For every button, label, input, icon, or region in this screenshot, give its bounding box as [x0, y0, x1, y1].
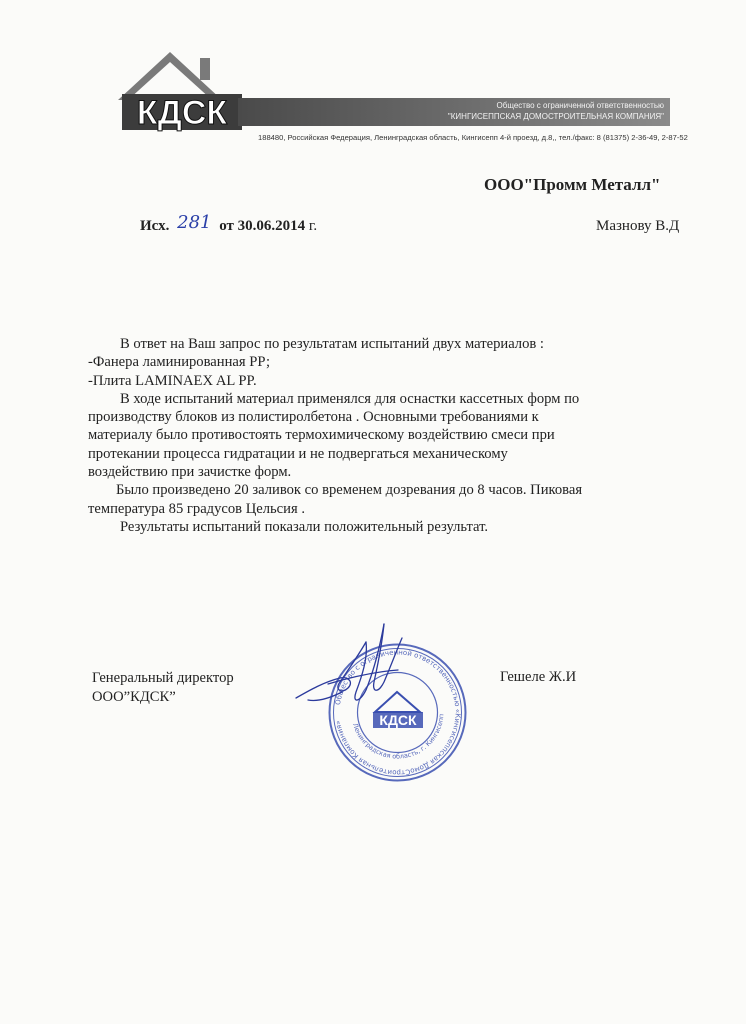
signer-title-line: Генеральный директор: [92, 670, 234, 686]
stamp-bottom-text: Ленинградская область, г. Кингисепп: [350, 713, 446, 761]
material-item: -Плита LAMINAEX AL PP.: [88, 372, 257, 389]
recipient-company: ООО"Промм Металл": [484, 175, 661, 194]
recipient-person: Мазнову В.Д: [596, 218, 680, 234]
ref-date-prefix: от: [219, 218, 234, 234]
body-line: воздействию при зачистке форм.: [88, 464, 292, 481]
org-line2: "КИНГИСЕППСКАЯ ДОМОСТРОИТЕЛЬНАЯ КОМПАНИЯ": [447, 112, 664, 121]
signer-title-line: ООО”КДСК”: [92, 689, 176, 705]
handwritten-signature: [288, 612, 448, 732]
letterhead-bar: [238, 98, 670, 126]
body-line: температура 85 градусов Цельсия .: [88, 500, 305, 517]
signer-name: Гешеле Ж.И: [500, 669, 577, 685]
conclusion-paragraph: Результаты испытаний показали положительный результат.: [120, 518, 489, 535]
body-line: В ходе испытаний материал применялся для оснастки кассетных форм по: [120, 390, 580, 407]
signer-title: [92, 669, 234, 707]
company-logo: [108, 40, 248, 140]
ref-prefix: Исх.: [140, 218, 170, 234]
material-item: -Фанера ламинированная РР;: [88, 354, 271, 371]
outgoing-reference: [140, 214, 317, 235]
ref-number: 281: [177, 212, 212, 233]
letter-body: [88, 335, 678, 536]
ref-date: 30.06.2014: [237, 218, 306, 234]
logo-text: КДСК: [136, 94, 228, 132]
letterhead-address: 188480, Российская Федерация, Ленинградская область, Кингисепп 4-й проезд, д.8,, тел./факс: 8 (81375) 2-36-49, 2-87-52: [258, 133, 688, 142]
body-line: Было произведено 20 заливок со временем дозревания до 8 часов. Пиковая: [116, 482, 583, 499]
body-line: материалу было противостоять термохимическому воздействию смеси при: [88, 427, 555, 444]
stamp-ring-text: Общество с ограниченной ответственностью «Кингисеппская ДомоСтроительная Компания»: [333, 648, 462, 777]
intro-paragraph: В ответ на Ваш запрос по результатам испытаний двух материалов :: [120, 336, 544, 352]
ref-date-suffix: г.: [308, 218, 318, 234]
org-line1: Общество с ограниченной ответственностью: [496, 101, 664, 110]
body-line: протекании процесса гидратации и не подвергаться механическому: [88, 445, 508, 462]
stamp-center-text: КДСК: [379, 712, 417, 728]
body-line: производству блоков из полистиролбетона . Основными требованиями к: [88, 409, 539, 426]
